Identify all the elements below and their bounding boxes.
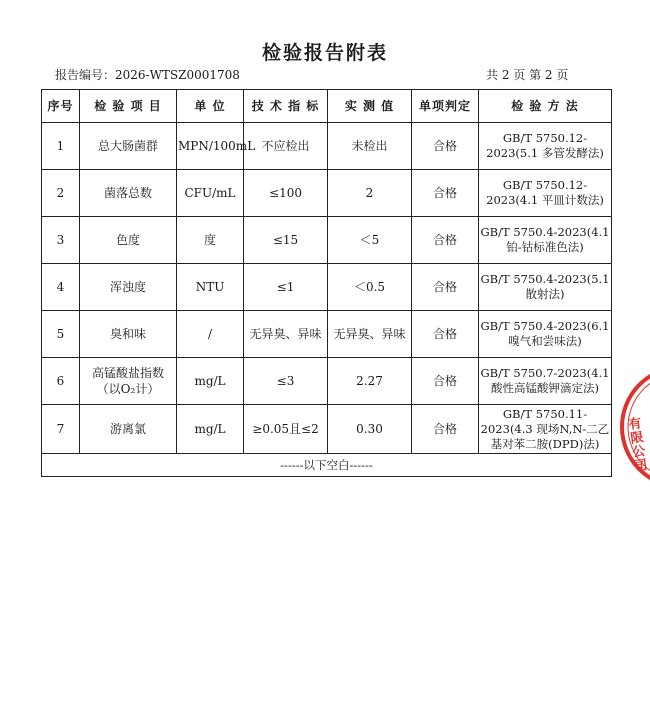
- cell-no: 6: [42, 358, 80, 405]
- column-header-no: 序号: [42, 90, 80, 123]
- table-row: [42, 358, 612, 405]
- cell-spec: ≤3: [244, 358, 328, 405]
- inspection-table: [41, 89, 612, 477]
- cell-judgement: 合格: [412, 170, 479, 217]
- page-count: 共 2 页 第 2 页: [486, 68, 569, 82]
- cell-value: ＜5: [328, 217, 412, 264]
- cell-spec: ≤15: [244, 217, 328, 264]
- cell-no: 4: [42, 264, 80, 311]
- cell-value: 0.30: [328, 405, 412, 454]
- cell-spec: ≤1: [244, 264, 328, 311]
- column-header-method: 检 验 方 法: [479, 90, 612, 123]
- cell-unit: 度: [177, 217, 244, 264]
- cell-value: ＜0.5: [328, 264, 412, 311]
- cell-method: GB/T 5750.4-2023(6.1 嗅气和尝味法): [479, 311, 612, 358]
- page-title: 检验报告附表: [261, 42, 388, 64]
- cell-item: 总大肠菌群: [80, 123, 177, 170]
- cell-no: 5: [42, 311, 80, 358]
- table-header-row: [42, 90, 612, 123]
- cell-judgement: 合格: [412, 264, 479, 311]
- column-header-judgement: 单项判定: [412, 90, 479, 123]
- cell-value: 2.27: [328, 358, 412, 405]
- cell-unit: NTU: [177, 264, 244, 311]
- cell-method: GB/T 5750.7-2023(4.1 酸性高锰酸钾滴定法): [479, 358, 612, 405]
- cell-no: 7: [42, 405, 80, 454]
- cell-unit: mg/L: [177, 405, 244, 454]
- svg-text:有限公司: 有限公司: [624, 415, 648, 474]
- table-row: [42, 311, 612, 358]
- cell-method: GB/T 5750.12-2023(4.1 平皿计数法): [479, 170, 612, 217]
- column-header-item: 检 验 项 目: [80, 90, 177, 123]
- cell-item: 臭和味: [80, 311, 177, 358]
- cell-unit: CFU/mL: [177, 170, 244, 217]
- cell-item: 菌落总数: [80, 170, 177, 217]
- column-header-spec: 技 术 指 标: [244, 90, 328, 123]
- table-row: [42, 405, 612, 454]
- blank-below-note: ------以下空白------: [42, 454, 612, 477]
- cell-method: GB/T 5750.12-2023(5.1 多管发酵法): [479, 123, 612, 170]
- table-row: [42, 123, 612, 170]
- cell-judgement: 合格: [412, 311, 479, 358]
- cell-value: 2: [328, 170, 412, 217]
- cell-unit: mg/L: [177, 358, 244, 405]
- table-row: [42, 217, 612, 264]
- cell-judgement: 合格: [412, 358, 479, 405]
- cell-method: GB/T 5750.4-2023(4.1铂-钴标准色法): [479, 217, 612, 264]
- cell-spec: ≥0.05且≤2: [244, 405, 328, 454]
- table-footer-row: [42, 454, 612, 477]
- cell-judgement: 合格: [412, 405, 479, 454]
- column-header-value: 实 测 值: [328, 90, 412, 123]
- cell-item: 高锰酸盐指数（以O₂计）: [80, 358, 177, 405]
- company-seal-icon: [616, 362, 650, 492]
- cell-spec: ≤100: [244, 170, 328, 217]
- cell-spec: 不应检出: [244, 123, 328, 170]
- column-header-unit: 单 位: [177, 90, 244, 123]
- report-number: 报告编号：2026-WTSZ0001708: [55, 68, 240, 82]
- table-row: [42, 170, 612, 217]
- cell-item: 浑浊度: [80, 264, 177, 311]
- cell-spec: 无异臭、异味: [244, 311, 328, 358]
- cell-item: 色度: [80, 217, 177, 264]
- cell-value: 无异臭、异味: [328, 311, 412, 358]
- cell-no: 3: [42, 217, 80, 264]
- cell-judgement: 合格: [412, 217, 479, 264]
- cell-unit: MPN/100mL: [177, 123, 244, 170]
- cell-item: 游离氯: [80, 405, 177, 454]
- cell-unit: /: [177, 311, 244, 358]
- cell-no: 1: [42, 123, 80, 170]
- cell-method: GB/T 5750.4-2023(5.1 散射法): [479, 264, 612, 311]
- cell-method: GB/T 5750.11-2023(4.3 现场N,N-二乙基对苯二胺(DPD)法): [479, 405, 612, 454]
- cell-no: 2: [42, 170, 80, 217]
- cell-judgement: 合格: [412, 123, 479, 170]
- cell-value: 未检出: [328, 123, 412, 170]
- table-row: [42, 264, 612, 311]
